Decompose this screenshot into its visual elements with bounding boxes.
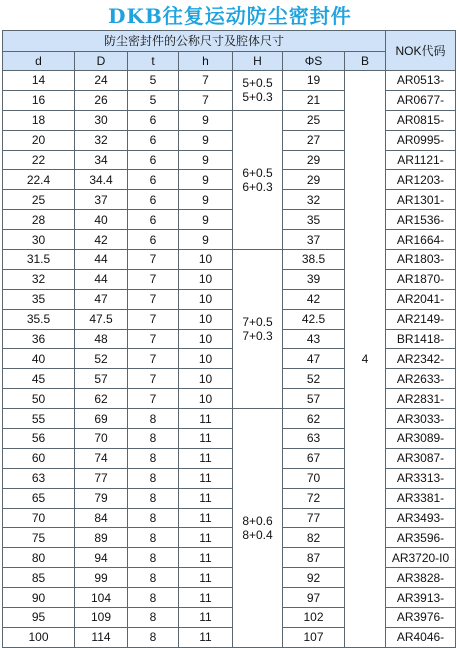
cell-H-tolerance	[233, 71, 283, 111]
cell-nok-code: BR1418-	[386, 329, 456, 349]
cell-nok-code: AR2149-	[386, 309, 456, 329]
cell-S: 52	[283, 369, 345, 389]
cell-t: 7	[128, 369, 179, 389]
cell-t: 6	[128, 130, 179, 150]
table-row	[3, 528, 456, 548]
cell-nok-code: AR3313-	[386, 468, 456, 488]
cell-S: 107	[283, 627, 345, 647]
cell-t: 8	[128, 568, 179, 588]
cell-d: 20	[3, 130, 75, 150]
cell-nok-code: AR2342-	[386, 349, 456, 369]
cell-h: 9	[179, 150, 233, 170]
cell-S: 92	[283, 568, 345, 588]
cell-t: 8	[128, 588, 179, 608]
cell-h: 11	[179, 448, 233, 468]
cell-nok-code: AR1664-	[386, 230, 456, 250]
col-header-S: ΦS	[283, 52, 345, 71]
cell-t: 6	[128, 230, 179, 250]
size-group-header: 防尘密封件的公称尺寸及腔体尺寸	[3, 31, 386, 52]
cell-D: 57	[75, 369, 128, 389]
cell-D: 114	[75, 627, 128, 647]
table-row	[3, 568, 456, 588]
cell-nok-code: AR3720-I0	[386, 548, 456, 568]
cell-h: 11	[179, 409, 233, 429]
cell-h: 10	[179, 289, 233, 309]
cell-d: 60	[3, 448, 75, 468]
cell-nok-code: AR3596-	[386, 528, 456, 548]
cell-h: 9	[179, 230, 233, 250]
table-row	[3, 250, 456, 270]
cell-h: 9	[179, 210, 233, 230]
cell-nok-code: AR1121-	[386, 150, 456, 170]
cell-nok-code: AR1203-	[386, 170, 456, 190]
cell-d: 30	[3, 230, 75, 250]
cell-h: 10	[179, 389, 233, 409]
cell-H-tolerance	[233, 409, 283, 648]
cell-h: 7	[179, 90, 233, 110]
cell-d: 65	[3, 488, 75, 508]
cell-D: 34	[75, 150, 128, 170]
cell-h: 10	[179, 309, 233, 329]
cell-t: 8	[128, 429, 179, 449]
cell-D: 94	[75, 548, 128, 568]
cell-D: 89	[75, 528, 128, 548]
table-row	[3, 508, 456, 528]
col-header-d: d	[3, 52, 75, 71]
table-row	[3, 190, 456, 210]
cell-nok-code: AR0513-	[386, 71, 456, 91]
cell-t: 8	[128, 608, 179, 628]
table-row	[3, 448, 456, 468]
cell-nok-code: AR2633-	[386, 369, 456, 389]
cell-d: 63	[3, 468, 75, 488]
cell-t: 8	[128, 409, 179, 429]
dimension-table	[2, 30, 456, 648]
cell-nok-code: AR4046-	[386, 627, 456, 647]
table-row	[3, 588, 456, 608]
cell-d: 14	[3, 71, 75, 91]
cell-t: 7	[128, 250, 179, 270]
cell-nok-code: AR1536-	[386, 210, 456, 230]
col-header-h: h	[179, 52, 233, 71]
cell-t: 6	[128, 110, 179, 130]
H-lower: 6+0.3	[242, 179, 273, 194]
cell-d: 70	[3, 508, 75, 528]
table-row	[3, 150, 456, 170]
table-row	[3, 349, 456, 369]
cell-d: 31.5	[3, 250, 75, 270]
nok-code-header: NOK代码	[386, 31, 456, 71]
cell-t: 8	[128, 508, 179, 528]
cell-S: 42.5	[283, 309, 345, 329]
table-row	[3, 329, 456, 349]
cell-S: 43	[283, 329, 345, 349]
cell-nok-code: AR3089-	[386, 429, 456, 449]
col-header-t: t	[128, 52, 179, 71]
cell-nok-code: AR0677-	[386, 90, 456, 110]
cell-h: 11	[179, 429, 233, 449]
cell-d: 56	[3, 429, 75, 449]
cell-D: 70	[75, 429, 128, 449]
cell-h: 7	[179, 71, 233, 91]
cell-S: 29	[283, 150, 345, 170]
cell-nok-code: AR3976-	[386, 608, 456, 628]
cell-d: 80	[3, 548, 75, 568]
table-row	[3, 170, 456, 190]
cell-h: 9	[179, 130, 233, 150]
cell-d: 90	[3, 588, 75, 608]
cell-S: 67	[283, 448, 345, 468]
cell-S: 87	[283, 548, 345, 568]
cell-D: 44	[75, 250, 128, 270]
cell-h: 10	[179, 329, 233, 349]
cell-D: 69	[75, 409, 128, 429]
cell-h: 9	[179, 110, 233, 130]
H-upper: 5+0.5	[242, 76, 273, 91]
cell-t: 6	[128, 170, 179, 190]
table-row	[3, 488, 456, 508]
cell-S: 70	[283, 468, 345, 488]
cell-h: 11	[179, 468, 233, 488]
cell-S: 39	[283, 269, 345, 289]
cell-d: 35.5	[3, 309, 75, 329]
H-lower: 7+0.3	[242, 329, 273, 344]
cell-h: 11	[179, 588, 233, 608]
cell-D: 40	[75, 210, 128, 230]
cell-d: 25	[3, 190, 75, 210]
cell-S: 102	[283, 608, 345, 628]
cell-S: 42	[283, 289, 345, 309]
cell-S: 57	[283, 389, 345, 409]
cell-h: 11	[179, 608, 233, 628]
cell-t: 7	[128, 349, 179, 369]
H-upper: 7+0.5	[242, 315, 273, 330]
table-row	[3, 110, 456, 130]
header-row-top	[3, 31, 456, 52]
cell-D: 34.4	[75, 170, 128, 190]
cell-S: 62	[283, 409, 345, 429]
H-lower: 8+0.4	[242, 527, 273, 542]
cell-h: 11	[179, 548, 233, 568]
cell-d: 45	[3, 369, 75, 389]
cell-S: 38.5	[283, 250, 345, 270]
table-row	[3, 130, 456, 150]
table-row	[3, 429, 456, 449]
col-header-D: D	[75, 52, 128, 71]
cell-t: 6	[128, 190, 179, 210]
cell-nok-code: AR2831-	[386, 389, 456, 409]
cell-t: 7	[128, 269, 179, 289]
cell-D: 74	[75, 448, 128, 468]
cell-t: 8	[128, 548, 179, 568]
cell-h: 10	[179, 269, 233, 289]
cell-nok-code: AR1803-	[386, 250, 456, 270]
cell-D: 62	[75, 389, 128, 409]
cell-S: 35	[283, 210, 345, 230]
cell-h: 11	[179, 627, 233, 647]
H-lower: 5+0.3	[242, 90, 273, 105]
cell-h: 11	[179, 528, 233, 548]
table-row	[3, 71, 456, 91]
table-row	[3, 289, 456, 309]
table-row	[3, 230, 456, 250]
cell-d: 36	[3, 329, 75, 349]
cell-S: 72	[283, 488, 345, 508]
page-title: DKB往复运动防尘密封件	[108, 4, 352, 28]
cell-H-tolerance	[233, 250, 283, 409]
cell-nok-code: AR0815-	[386, 110, 456, 130]
cell-d: 100	[3, 627, 75, 647]
cell-S: 77	[283, 508, 345, 528]
cell-S: 47	[283, 349, 345, 369]
cell-D: 42	[75, 230, 128, 250]
cell-D: 37	[75, 190, 128, 210]
cell-d: 22	[3, 150, 75, 170]
cell-D: 77	[75, 468, 128, 488]
cell-D: 30	[75, 110, 128, 130]
cell-D: 47.5	[75, 309, 128, 329]
H-upper: 8+0.6	[242, 513, 273, 528]
cell-t: 6	[128, 150, 179, 170]
cell-h: 11	[179, 568, 233, 588]
cell-D: 52	[75, 349, 128, 369]
cell-d: 18	[3, 110, 75, 130]
cell-t: 8	[128, 488, 179, 508]
cell-D: 44	[75, 269, 128, 289]
cell-d: 75	[3, 528, 75, 548]
cell-nok-code: AR3087-	[386, 448, 456, 468]
cell-nok-code: AR2041-	[386, 289, 456, 309]
cell-h: 11	[179, 488, 233, 508]
table-row	[3, 309, 456, 329]
cell-H-tolerance	[233, 110, 283, 249]
cell-t: 8	[128, 528, 179, 548]
col-header-H: H	[233, 52, 283, 71]
cell-t: 7	[128, 289, 179, 309]
cell-t: 8	[128, 468, 179, 488]
cell-t: 7	[128, 309, 179, 329]
table-row	[3, 627, 456, 647]
cell-nok-code: AR3381-	[386, 488, 456, 508]
cell-S: 97	[283, 588, 345, 608]
table-row	[3, 389, 456, 409]
cell-t: 7	[128, 389, 179, 409]
cell-t: 7	[128, 329, 179, 349]
cell-S: 27	[283, 130, 345, 150]
cell-t: 5	[128, 90, 179, 110]
cell-D: 104	[75, 588, 128, 608]
cell-nok-code: AR3033-	[386, 409, 456, 429]
table-row	[3, 369, 456, 389]
cell-d: 16	[3, 90, 75, 110]
cell-h: 10	[179, 349, 233, 369]
H-upper: 6+0.5	[242, 165, 273, 180]
cell-t: 5	[128, 71, 179, 91]
cell-d: 22.4	[3, 170, 75, 190]
cell-h: 10	[179, 369, 233, 389]
cell-d: 32	[3, 269, 75, 289]
cell-h: 9	[179, 170, 233, 190]
cell-S: 25	[283, 110, 345, 130]
cell-d: 55	[3, 409, 75, 429]
cell-D: 32	[75, 130, 128, 150]
cell-d: 40	[3, 349, 75, 369]
cell-B: 4	[345, 71, 386, 648]
cell-t: 8	[128, 627, 179, 647]
cell-d: 28	[3, 210, 75, 230]
table-row	[3, 409, 456, 429]
cell-nok-code: AR0995-	[386, 130, 456, 150]
cell-D: 84	[75, 508, 128, 528]
cell-S: 63	[283, 429, 345, 449]
cell-S: 32	[283, 190, 345, 210]
cell-d: 85	[3, 568, 75, 588]
cell-nok-code: AR3493-	[386, 508, 456, 528]
cell-S: 37	[283, 230, 345, 250]
cell-S: 82	[283, 528, 345, 548]
table-row	[3, 548, 456, 568]
table-row	[3, 468, 456, 488]
cell-t: 6	[128, 210, 179, 230]
cell-S: 19	[283, 71, 345, 91]
cell-D: 79	[75, 488, 128, 508]
cell-nok-code: AR3828-	[386, 568, 456, 588]
cell-D: 24	[75, 71, 128, 91]
cell-nok-code: AR1870-	[386, 269, 456, 289]
table-row	[3, 608, 456, 628]
cell-D: 109	[75, 608, 128, 628]
cell-D: 48	[75, 329, 128, 349]
table-row	[3, 269, 456, 289]
cell-d: 35	[3, 289, 75, 309]
cell-d: 50	[3, 389, 75, 409]
cell-D: 47	[75, 289, 128, 309]
cell-h: 10	[179, 250, 233, 270]
cell-t: 8	[128, 448, 179, 468]
table-row	[3, 90, 456, 110]
col-header-B: B	[345, 52, 386, 71]
cell-S: 21	[283, 90, 345, 110]
cell-nok-code: AR1301-	[386, 190, 456, 210]
table-row	[3, 210, 456, 230]
cell-S: 29	[283, 170, 345, 190]
cell-h: 9	[179, 190, 233, 210]
cell-D: 99	[75, 568, 128, 588]
cell-h: 11	[179, 508, 233, 528]
cell-nok-code: AR3913-	[386, 588, 456, 608]
cell-d: 95	[3, 608, 75, 628]
cell-D: 26	[75, 90, 128, 110]
